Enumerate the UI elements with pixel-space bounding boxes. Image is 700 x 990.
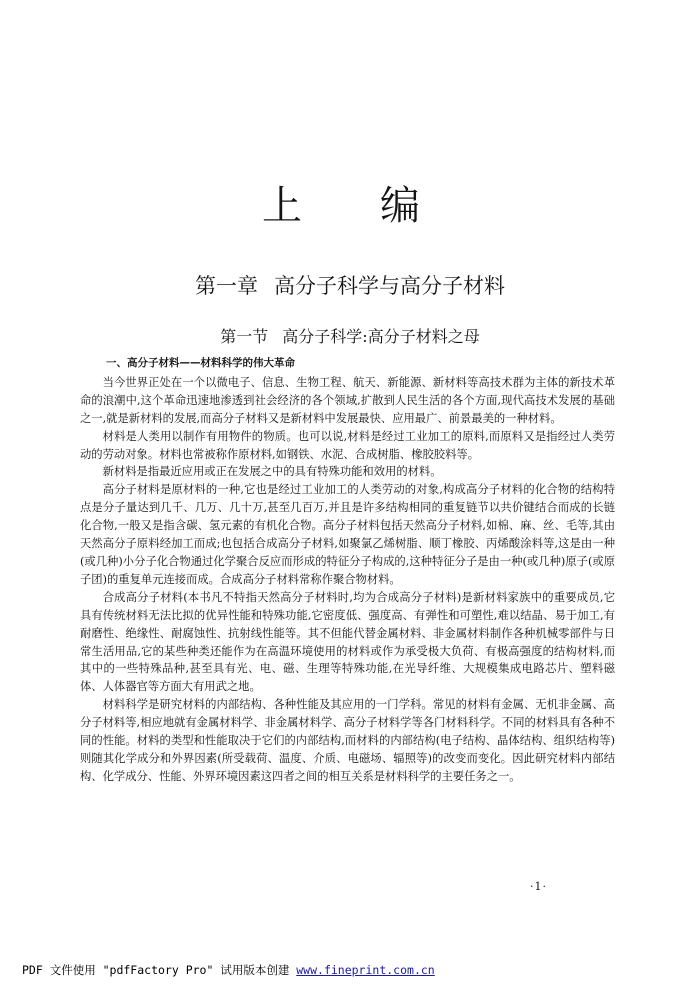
subsection-heading: 一、高分子材料——材料科学的伟大革命 (106, 357, 295, 369)
paragraph: 合成高分子材料(本书凡不特指天然高分子材料时,均为合成高分子材料)是新材料家族中的重要成员,它具有传统材料无法比拟的优异性能和特殊功能,它密度低、强度高、有弹性和可塑性,难以结晶、易于加工,有耐磨性、绝缘性、耐腐蚀性、抗射线性能等。其不但能代替金属材料、非金属材料制作各种机械零部件与日常生活用品,它的某些种类还能作为在高温环境使用的材料或作为承受极大负荷、有极高强度的结构材料,而其中的一些特殊品种,甚至具有光、电、磁、生理等特殊功能,在光导纤维、大规模集成电路芯片、塑料磁体、人体器官等方面大有用武之地。 (80, 590, 615, 694)
page-number: ·1· (530, 880, 547, 893)
paragraph: 材料科学是研究材料的内部结构、各种性能及其应用的一门学科。常见的材料有金属、无机非金属、高分子材料等,相应地就有金属材料学、非金属材料学、高分子材料学等各门材料科学。不同的材料具有各种不同的性能。材料的类型和性能取决于它们的内部结构,而材料的内部结构(电子结构、晶体结构、组织结构等)则随其化学成分和外界因素(所受载荷、温度、介质、电磁场、辐照等)的改变而变化。因此研究材料内部结构、化学成分、性能、外界环境因素这四者之间的相互关系是材料科学的主要任务之一。 (80, 698, 615, 783)
paragraph: 高分子材料是原材料的一种,它也是经过工业加工的人类劳动的对象,构成高分子材料的化合物的结构特点是分子量达到几千、几万、几十万,甚至几百万,并且是许多结构相同的重复链节以共价键结合而成的长链化合物,一般又是指含碳、氢元素的有机化合物。高分子材料包括天然高分子材料,如棉、麻、丝、毛等,其由天然高分子原料经加工而成;也包括合成高分子材料,如聚氯乙烯树脂、顺丁橡胶、丙烯酸涂料等,这是由一种(或几种)小分子化合物通过化学聚合反应而形成的特征分子构成的,这种特征分子是由一种(或几种)原子(或原子团)的重复单元连接而成。合成高分子材料常称作聚合物材料。 (80, 483, 615, 586)
pdf-footer (22, 962, 435, 978)
chapter-heading (0, 272, 700, 300)
section-number: 第一节 (220, 327, 269, 346)
chapter-title: 高分子科学与高分子材料 (274, 274, 505, 298)
footer-link[interactable]: www.fineprint.com.cn (296, 963, 435, 977)
part-title: 上编 (262, 183, 498, 229)
paragraph: 材料是人类用以制作有用物件的物质。也可以说,材料是经过工业加工的原料,而原料又是指经过人类劳动的劳动对象。材料也常被称作原材料,如钢铁、水泥、合成树脂、橡胶胶料等。 (80, 429, 615, 461)
section-heading (0, 326, 700, 348)
paragraph: 新材料是指最近应用或正在发展之中的具有特殊功能和效用的材料。 (102, 465, 442, 479)
body-text (80, 355, 615, 786)
footer-text: PDF 文件使用 "pdfFactory Pro" 试用版本创建 (22, 963, 297, 977)
paragraph: 当今世界正处在一个以微电子、信息、生物工程、航天、新能源、新材料等高技术群为主体的新技术革命的浪潮中,这个革命迅速地渗透到社会经济的各个领域,扩散到人民生活的各个方面,现代高技术发展的基础之一,就是新材料的发展,而高分子材料又是新材料中发展最快、应用最广、前景最美的一种材料。 (80, 375, 615, 425)
chapter-number: 第一章 (195, 274, 258, 298)
section-title: 高分子科学:高分子材料之母 (282, 327, 480, 346)
